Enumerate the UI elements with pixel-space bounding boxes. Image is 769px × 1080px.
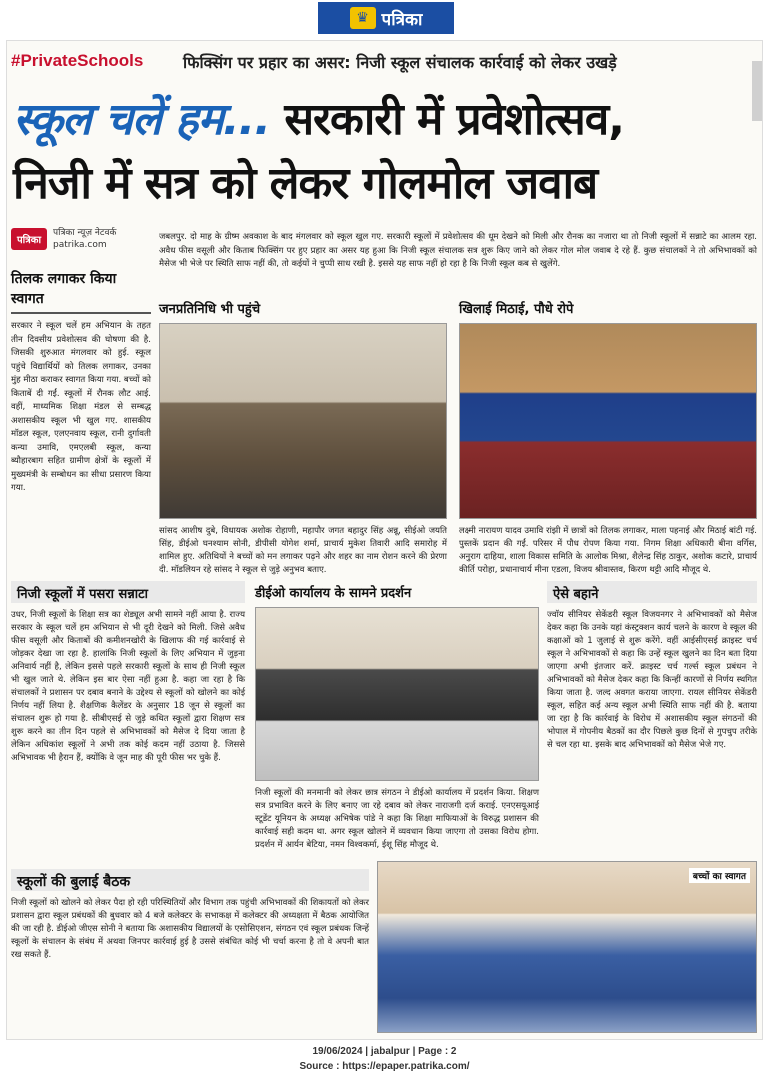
section-title-6: स्कूलों की बुलाई बैठक [11,869,369,891]
byline-network: पत्रिका न्यूज़ नेटवर्क [53,228,117,238]
section-text-1: सांसद आशीष दुबे, विधायक अशोक रोहाणी, महापौर जगत बहादुर सिंह अन्नू, सीईओ जयति सिंह, डीईओ घनश्याम सोनी, डीपीसी योगेश शर्मा, प्राचार्य मुकेश तिवारी आदि समारोह में शामिल हुए. अतिथियों ने बच्चों को मन लगाकर पढ़ने और शहर का नाम रोशन करने की प्रेरणा दी. मॉडलियन रहे सांसद ने स्कूल से जुड़े अनुभव बताए. [159,526,447,575]
section-title-3: निजी स्कूलों में पसरा सन्नाटा [11,581,245,603]
main-headline-line2: निजी में सत्र को लेकर गोलमोल जवाब [13,158,598,209]
photo-representatives [159,323,447,519]
photo-students-sweets [459,323,757,519]
headline-highlight: स्कूल चलें हम... [13,94,270,145]
page-side-tab [752,61,762,121]
headline-rest: सरकारी में प्रवेशोत्सव, [284,94,624,145]
lead-paragraph: जबलपुर. दो माह के ग्रीष्म अवकाश के बाद मंगलवार को स्कूल खुल गए. सरकारी स्कूलों में प्रवेशोत्सव की धूम देखने को मिली और रौनक का नजारा था तो निजी स्कूलों में सन्नाटे का आलम रहा. अवैध फीस वसूली और किताब फिक्सिंग पर हुए प्रहार का असर यह हुआ कि निजी स्कूल संचालक सत्र शुरू किए जाने को लेकर गोल मोल जवाब दे रहे हैं. कुछ संचालकों ने तो अभिभावकों को मैसेज भी भेजे पर स्थिति साफ नहीं की, तो कईयों ने चुप्पी साध रखी है. इससे यह साफ नहीं हो रहा है कि निजी स्कूल कब से खुलेंगे. [159,232,757,269]
photo-children-welcome [377,861,757,1033]
masthead-name: पत्रिका [381,9,423,30]
photo-caption-welcome: बच्चों का स्वागत [689,868,750,883]
byline-site: patrika.com [53,240,107,250]
lion-emblem-icon: ♛ [350,7,376,29]
section-text-3: उधर, निजी स्कूलों के शिक्षा सत्र का शेड्यूल अभी सामने नहीं आया है. राज्य सरकार के स्कूल चलें हम अभियान से भी दूरी देखने को मिली. जिसे अवैध फीस वसूली और किताबों की कमीशनखोरी के खिलाफ की गई कार्रवाई से जोड़कर देखा जा रहा है. हालांकि निजी स्कूलों के लिए अभियान में जुड़ना अनिवार्य नहीं है, लेकिन इससे पहले सरकारी स्कूलों के साथ ही निजी स्कूल भी खुल जाते थे. लेकिन इस बार ऐसा नहीं हुआ है. कहा जा रहा है कि संचालकों ने प्रशासन पर दबाव बनाने के उद्देश्य से स्कूलों को खोलने का कोई निर्णय नहीं लिया है. शैक्षणिक कैलेंडर के अनुसार 18 जून से स्कूलों का संचालन शुरू हो गया है. सीबीएसई से जुड़े कथित स्कूलों द्वारा शिक्षण सत्र शुरू करने का तीन दिन पहले से अभिभावकों को मैसेज दे दिया जाता है लेकिन अधिकांश स्कूलों ने अभी तक कोई कदम नहीं उठाया है. जिससे अभिभावक भी हैरान हैं, क्योंकि वे जून माह की पूरी फीस भर चुके हैं. [11,610,245,763]
section-title-4: डीईओ कार्यालय के सामने प्रदर्शन [255,586,412,601]
photo-deo-protest [255,607,539,781]
patrika-logo-icon: पत्रिका [11,228,47,250]
section-text-5: ज्वॉय सीनियर सेकेंडरी स्कूल विजयनगर ने अभिभावकों को मैसेज देकर कहा कि उनके यहां कंस्ट्रक्शन कार्य चलने के कारण वे स्कूल की कक्षाओं को 1 जुलाई से शुरू करेंगे. वहीं आईसीएसई क्राइस्ट चर्च स्कूल ने अभिभावकों से कहा कि उन्हें स्कूल खुलने का दिन बता दिया जाएगा अभी इंतजार करें. क्राइस्ट चर्च गर्ल्स स्कूल प्रबंधन ने अभिभावकों को मैसेज देकर कहा कि किन्हीं कारणों से निर्णय स्थगित किया जाता है. जल्द अवगत कराया जाएगा. रायल सीनियर सेकेंडरी स्कूल, सहित कई अन्य स्कूल अभी स्थिति साफ नहीं की है. बताया जा रहा है कि कार्रवाई के विरोध में अशासकीय स्कूल संगठनों की भोपाल में गोपनीय बैठकों का दौर पिछले कुछ दिनों से गुपचुप तरीके से चल रहा था. इसके बाद अभिभावकों को मैसेज भेजे गए. [547,610,757,750]
masthead-logo[interactable] [318,2,454,34]
byline-text [53,227,116,251]
footer-meta: 19/06/2024 | jabalpur | Page : 2 [312,1046,457,1057]
byline [11,227,116,251]
section-title-1: जनप्रतिनिधि भी पहुंचे [159,302,261,317]
page-footer [0,1044,769,1074]
kicker-headline: फिक्सिंग पर प्रहार का असर: निजी स्कूल संचालक कार्रवाई को लेकर उखड़े [183,53,617,72]
newspaper-page [6,40,763,1040]
left-column-text: सरकार ने स्कूल चलें हम अभियान के तहत तीन दिवसीय प्रवेशोत्सव की घोषणा की है. जिसकी शुरुआत मंगलवार को हुई. स्कूल पहुंचे विद्यार्थियों को तिलक लगाकर, उनका मुंह मीठा कराकर स्वागत किया गया. बच्चों को किताबें दी गईं. स्कूलों में रौनक लौट आई. वहीं, माध्यमिक शिक्षा मंडल से सम्बद्ध अशासकीय स्कूल भी खुल गए. शासकीय मॉडल स्कूल, एलएनवाय स्कूल, रानी दुर्गावती कन्या उमावि, एमएलबी स्कूल, कन्या ब्यौहारबाग सहित ग्रामीण क्षेत्रों के स्कूलों में मुख्यमंत्री के सम्बोधन का सीधा प्रसारण किया गया. [11,321,151,493]
section-title-2: खिलाई मिठाई, पौधे रोपे [459,302,574,317]
section-text-6: निजी स्कूलों को खोलने को लेकर पैदा हो रही परिस्थितियों और विभाग तक पहुंची अभिभावकों की शिकायतों को लेकर प्रशासन द्वारा स्कूल प्रबंधकों की बुधवार को 4 बजे कलेक्टर के सभाकक्ष में कलेक्टर की अध्यक्षता में बैठक आयोजित की जा रही है. डीईओ जीएस सोनी ने बताया कि अशासकीय विद्यालयों के एसोसिएशन, संगठन एवं स्कूल प्रबंधक जिन्हें स्कूलों के संचालन के संबंध में अथवा जिनपर कार्रवाई हुई है उससे संबंधित कोई भी चर्चा करना है तो वे अपनी बात रख सकते हैं. [11,898,369,960]
left-column [11,269,151,496]
left-column-title: तिलक लगाकर किया स्वागत [11,269,151,314]
section-text-2: लक्ष्मी नारायण यादव उमावि रांझी में छात्रों को तिलक लगाकर, माला पहनाई और मिठाई बांटी गई. पुस्तकें प्रदान की गईं. परिसर में पौध रोपण किया गया. निगम शिक्षा अधिकारी बीना वर्गिस, अनुराग दाहिया, शाला विकास समिति के आलोक मिश्रा, शैलेन्द्र सिंह ठाकुर, अशोक कटारे, प्राचार्य कीर्ति परोहा, प्रधानाचार्य मीना एडला, विजय श्रीवास्तव, किरण थट्टी आदि मौजूद थे. [459,526,757,575]
section-title-5: ऐसे बहाने [547,581,757,603]
section-text-4: निजी स्कूलों की मनमानी को लेकर छात्र संगठन ने डीईओ कार्यालय में प्रदर्शन किया. शिक्षण सत्र प्रभावित करने के लिए बनाए जा रहे दबाव को लेकर नाराजगी दर्ज कराई. एनएसयूआई स्टूडेंट यूनियन के अध्यक्ष अभिषेक पांडे ने कहा कि शिक्षा माफियाओं के विरुद्ध प्रशासन की कार्रवाई सही कदम था. अगर स्कूल खोलने में व्यवधान किया जाएगा तो उसका विरोध होगा. प्रदर्शन में आर्यन बेटिया, नमन विश्वकर्मा, ईशू सिंह मौजूद थे. [255,788,539,850]
main-headline-line1 [13,87,624,147]
hashtag: #PrivateSchools [11,51,144,70]
footer-source-link[interactable]: Source : https://epaper.patrika.com/ [299,1061,470,1072]
